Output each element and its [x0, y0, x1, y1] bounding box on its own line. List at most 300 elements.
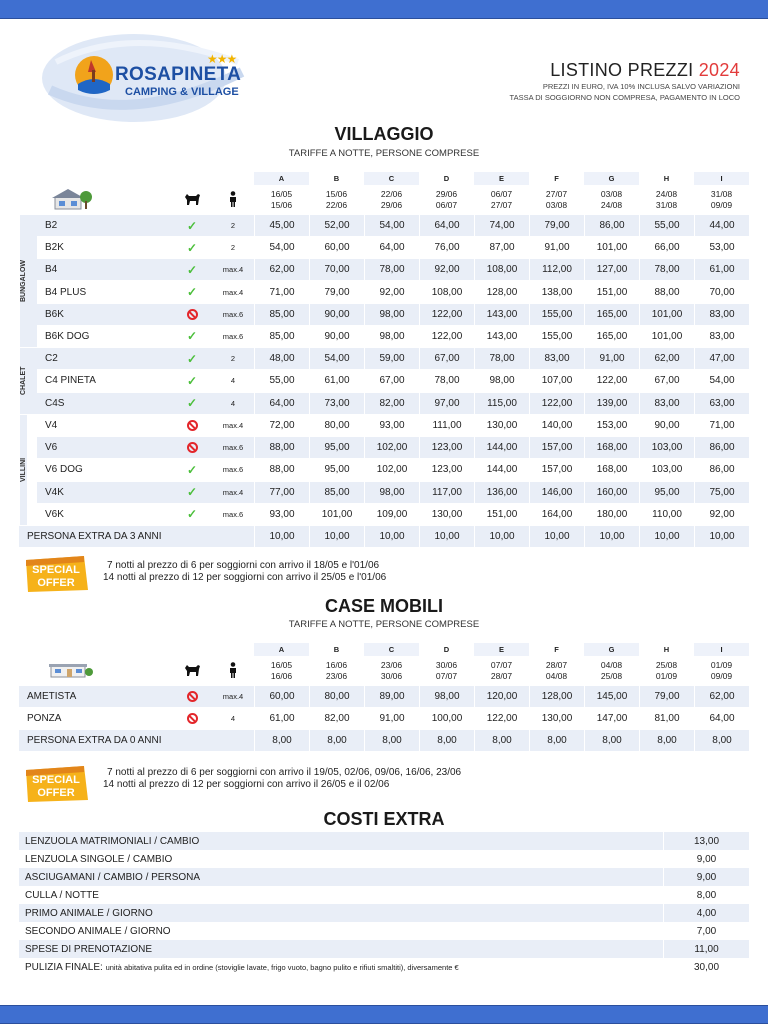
price-cell: 80,00 [309, 415, 364, 437]
price-cell: 98,00 [364, 304, 419, 326]
period-end: 28/07 [490, 671, 513, 681]
price-cell: 145,00 [584, 686, 639, 708]
price-cell: 83,00 [639, 393, 694, 415]
check-icon: ✓ [186, 262, 198, 277]
price-cell: 128,00 [474, 281, 529, 303]
bottom-band [0, 1005, 768, 1024]
price-cell: 8,00 [309, 730, 364, 752]
column-header-e: E [474, 172, 529, 185]
price-cell: 48,00 [254, 348, 309, 370]
unit-name: PONZA [19, 708, 172, 730]
column-header-e: E [474, 643, 529, 656]
extra-cost-label: LENZUOLA SINGOLE / CAMBIO [25, 853, 173, 865]
price-cell: 90,00 [309, 304, 364, 326]
costi-extra-title: COSTI EXTRA [323, 809, 445, 829]
price-cell: 67,00 [639, 370, 694, 392]
price-cell: 122,00 [419, 326, 474, 348]
villaggio-table [19, 172, 749, 548]
price-cell: 91,00 [364, 708, 419, 730]
period-start: 24/08 [655, 189, 678, 199]
column-header-d: D [419, 643, 474, 656]
table-row [19, 415, 749, 437]
period-start: 25/08 [655, 660, 678, 670]
price-cell: 86,00 [584, 215, 639, 237]
column-header-i: I [694, 643, 749, 656]
villaggio-offer [103, 560, 386, 584]
extra-cost-label: ASCIUGAMANI / CAMBIO / PERSONA [19, 868, 663, 886]
case-offer-line-1: 7 notti al prezzo di 6 per soggiorni con arrivo il 19/05, 02/06, 09/06, 16/06, 23/06 [107, 767, 462, 778]
price-cell: 61,00 [254, 708, 309, 730]
unit-name: V4K [37, 482, 172, 504]
price-cell: 91,00 [529, 237, 584, 259]
brand-name: ROSAPINETA [115, 64, 242, 85]
price-cell: 93,00 [254, 504, 309, 526]
price-cell: 86,00 [694, 437, 749, 459]
price-cell: 64,00 [419, 215, 474, 237]
price-cell: 85,00 [254, 304, 309, 326]
column-header-a: A [254, 643, 309, 656]
period-start: 30/06 [435, 660, 458, 670]
price-cell: 85,00 [254, 326, 309, 348]
price-cell: 103,00 [639, 437, 694, 459]
price-cell: 76,00 [419, 237, 474, 259]
price-cell: 61,00 [694, 259, 749, 281]
price-cell: 64,00 [254, 393, 309, 415]
price-cell: 64,00 [364, 237, 419, 259]
person-icon [228, 670, 238, 681]
price-cell: 120,00 [474, 686, 529, 708]
price-cell: 100,00 [419, 708, 474, 730]
price-cell: 123,00 [419, 459, 474, 481]
price-cell: 130,00 [474, 415, 529, 437]
column-header-h: H [639, 643, 694, 656]
villaggio-offer-line-1: 7 notti al prezzo di 6 per soggiorni con arrivo il 18/05 e l'01/06 [107, 560, 380, 571]
price-cell: 10,00 [419, 526, 474, 548]
price-cell: 86,00 [694, 459, 749, 481]
table-row [19, 281, 749, 303]
column-header-c: C [364, 172, 419, 185]
price-cell: 82,00 [309, 708, 364, 730]
price-cell: 110,00 [639, 504, 694, 526]
period-end: 31/08 [655, 200, 678, 210]
table-row [19, 708, 749, 730]
extra-person-row [19, 730, 749, 752]
price-cell: 91,00 [584, 348, 639, 370]
price-cell: 77,00 [254, 482, 309, 504]
price-cell: 92,00 [694, 504, 749, 526]
extra-cost-value: 11,00 [663, 940, 749, 958]
price-cell: 98,00 [419, 686, 474, 708]
unit-name: B6K [37, 304, 172, 326]
group-label: CHALET [19, 348, 27, 414]
max-persons: max.6 [212, 459, 254, 481]
price-cell: 54,00 [364, 215, 419, 237]
group-label: VILLINI [19, 415, 27, 525]
column-header-g: G [584, 643, 639, 656]
price-cell: 98,00 [364, 482, 419, 504]
price-cell: 55,00 [639, 215, 694, 237]
price-cell: 10,00 [364, 526, 419, 548]
villaggio-subtitle: TARIFFE A NOTTE, PERSONE COMPRESE [288, 148, 480, 159]
price-cell: 157,00 [529, 459, 584, 481]
period-start: 29/06 [435, 189, 458, 199]
price-cell: 45,00 [254, 215, 309, 237]
price-cell: 122,00 [529, 393, 584, 415]
price-cell: 10,00 [309, 526, 364, 548]
max-persons: max.6 [212, 326, 254, 348]
period-dates [694, 656, 749, 686]
period-dates [364, 656, 419, 686]
column-header-a: A [254, 172, 309, 185]
extra-cost-row [19, 868, 749, 886]
page-title: LISTINO PREZZI 2024 [550, 60, 740, 80]
price-cell: 70,00 [694, 281, 749, 303]
case-mobili-subtitle: TARIFFE A NOTTE, PERSONE COMPRESE [288, 619, 480, 630]
mobile-home-icon [47, 674, 93, 685]
check-icon: ✓ [186, 396, 198, 411]
price-cell: 103,00 [639, 459, 694, 481]
extra-cost-label: PULIZIA FINALE: unità abitativa pulita ed in ordine (stoviglie lavate, frigo vuoto, bagno pulito e rifiuti smaltiti), diversamente € [25, 961, 459, 973]
price-cell: 52,00 [309, 215, 364, 237]
period-dates [529, 656, 584, 686]
price-cell: 10,00 [584, 526, 639, 548]
period-start: 01/09 [710, 660, 733, 670]
price-cell: 97,00 [419, 393, 474, 415]
price-cell: 53,00 [694, 237, 749, 259]
price-cell: 72,00 [254, 415, 309, 437]
price-cell: 82,00 [364, 393, 419, 415]
period-end: 16/06 [270, 671, 293, 681]
unit-name: B2K [37, 237, 172, 259]
price-cell: 93,00 [364, 415, 419, 437]
group-label: BUNGALOW [19, 215, 27, 347]
price-cell: 63,00 [694, 393, 749, 415]
price-cell: 89,00 [364, 686, 419, 708]
extra-cost-row [19, 850, 749, 868]
no-pets-icon [187, 309, 198, 320]
price-cell: 8,00 [584, 730, 639, 752]
price-cell: 164,00 [529, 504, 584, 526]
max-persons: max.4 [212, 281, 254, 303]
header-note-1: PREZZI IN EURO, IVA 10% INCLUSA SALVO VARIAZIONI [542, 82, 740, 91]
max-persons: 2 [212, 348, 254, 370]
price-cell: 10,00 [639, 526, 694, 548]
page-year: 2024 [698, 60, 740, 80]
header [510, 60, 740, 103]
price-cell: 108,00 [474, 259, 529, 281]
table-row [19, 393, 749, 415]
period-dates [419, 185, 474, 215]
price-cell: 8,00 [529, 730, 584, 752]
price-cell: 98,00 [364, 326, 419, 348]
dog-icon [183, 669, 201, 680]
extra-cost-row [19, 940, 749, 958]
top-band [0, 0, 768, 19]
check-icon: ✓ [186, 351, 198, 366]
price-cell: 127,00 [584, 259, 639, 281]
price-cell: 155,00 [529, 326, 584, 348]
unit-name: V6 DOG [37, 459, 172, 481]
villaggio-title: VILLAGGIO [334, 124, 434, 144]
price-cell: 70,00 [309, 259, 364, 281]
price-cell: 122,00 [584, 370, 639, 392]
check-icon: ✓ [186, 462, 198, 477]
price-cell: 151,00 [474, 504, 529, 526]
unit-name: V6K [37, 504, 172, 526]
period-start: 23/06 [380, 660, 403, 670]
price-cell: 8,00 [639, 730, 694, 752]
column-header-f: F [529, 172, 584, 185]
svg-text:OFFER: OFFER [37, 787, 75, 799]
period-dates [639, 656, 694, 686]
price-cell: 67,00 [364, 370, 419, 392]
period-dates [474, 185, 529, 215]
special-offer-badge-2 [24, 766, 88, 802]
price-cell: 62,00 [694, 686, 749, 708]
max-persons: max.6 [212, 504, 254, 526]
price-cell: 8,00 [364, 730, 419, 752]
column-header-b: B [309, 172, 364, 185]
price-cell: 165,00 [584, 304, 639, 326]
check-icon: ✓ [186, 218, 198, 233]
price-cell: 102,00 [364, 437, 419, 459]
svg-text:OFFER: OFFER [37, 577, 75, 589]
price-cell: 109,00 [364, 504, 419, 526]
unit-name: V6 [37, 437, 172, 459]
extra-cost-value: 4,00 [663, 904, 749, 922]
extra-person-label: PERSONA EXTRA DA 3 ANNI [19, 526, 254, 548]
price-cell: 92,00 [364, 281, 419, 303]
extra-cost-label: PRIMO ANIMALE / GIORNO [19, 904, 663, 922]
extra-cost-value: 7,00 [663, 922, 749, 940]
max-persons: 4 [212, 393, 254, 415]
bungalow-icon [47, 203, 93, 214]
price-cell: 157,00 [529, 437, 584, 459]
period-end: 27/07 [490, 200, 513, 210]
period-dates [639, 185, 694, 215]
unit-name: B4 PLUS [37, 281, 172, 303]
table-row [19, 370, 749, 392]
period-end: 30/06 [380, 671, 403, 681]
price-cell: 59,00 [364, 348, 419, 370]
price-cell: 151,00 [584, 281, 639, 303]
extra-cost-row [19, 922, 749, 940]
max-persons: max.4 [212, 482, 254, 504]
period-dates [584, 656, 639, 686]
price-cell: 88,00 [254, 459, 309, 481]
price-cell: 168,00 [584, 459, 639, 481]
unit-name: AMETISTA [19, 686, 172, 708]
extra-cost-row [19, 832, 749, 850]
no-pets-icon [187, 713, 198, 724]
price-cell: 80,00 [309, 686, 364, 708]
max-persons: 4 [212, 370, 254, 392]
column-header-b: B [309, 643, 364, 656]
table-row [19, 437, 749, 459]
price-cell: 83,00 [529, 348, 584, 370]
brand-stars: ★★★ [207, 52, 237, 66]
case-mobili-table [19, 643, 749, 752]
table-row [19, 215, 749, 237]
price-cell: 83,00 [694, 326, 749, 348]
period-start: 16/05 [270, 660, 293, 670]
table-row [19, 304, 749, 326]
period-end: 06/07 [435, 200, 458, 210]
price-cell: 136,00 [474, 482, 529, 504]
price-cell: 128,00 [529, 686, 584, 708]
price-cell: 107,00 [529, 370, 584, 392]
price-cell: 78,00 [364, 259, 419, 281]
price-cell: 75,00 [694, 482, 749, 504]
price-cell: 87,00 [474, 237, 529, 259]
column-header-i: I [694, 172, 749, 185]
extra-person-row [19, 526, 749, 548]
unit-name: C4 PINETA [37, 370, 172, 392]
period-end: 23/06 [325, 671, 348, 681]
price-cell: 153,00 [584, 415, 639, 437]
price-cell: 10,00 [694, 526, 749, 548]
price-cell: 92,00 [419, 259, 474, 281]
period-start: 15/06 [325, 189, 348, 199]
price-cell: 88,00 [639, 281, 694, 303]
costi-extra-table [19, 832, 749, 976]
period-dates [364, 185, 419, 215]
price-cell: 102,00 [364, 459, 419, 481]
price-cell: 138,00 [529, 281, 584, 303]
price-cell: 78,00 [474, 348, 529, 370]
price-cell: 44,00 [694, 215, 749, 237]
max-persons: max.4 [212, 686, 254, 708]
price-cell: 8,00 [419, 730, 474, 752]
period-end: 07/07 [435, 671, 458, 681]
price-cell: 71,00 [254, 281, 309, 303]
unit-name: C2 [37, 348, 172, 370]
price-cell: 95,00 [309, 437, 364, 459]
case-offer-line-2: 14 notti al prezzo di 12 per soggiorni con arrivo il 26/05 e il 02/06 [103, 779, 390, 790]
price-cell: 155,00 [529, 304, 584, 326]
price-cell: 90,00 [639, 415, 694, 437]
period-start: 27/07 [545, 189, 568, 199]
price-cell: 123,00 [419, 437, 474, 459]
price-cell: 61,00 [309, 370, 364, 392]
period-end: 03/08 [545, 200, 568, 210]
period-dates [419, 656, 474, 686]
price-cell: 101,00 [309, 504, 364, 526]
price-cell: 66,00 [639, 237, 694, 259]
price-cell: 168,00 [584, 437, 639, 459]
max-persons: max.6 [212, 437, 254, 459]
price-cell: 165,00 [584, 326, 639, 348]
price-cell: 71,00 [694, 415, 749, 437]
period-end: 15/06 [270, 200, 293, 210]
price-cell: 101,00 [639, 304, 694, 326]
price-cell: 10,00 [254, 526, 309, 548]
price-cell: 144,00 [474, 437, 529, 459]
unit-name: B2 [37, 215, 172, 237]
price-cell: 83,00 [694, 304, 749, 326]
period-start: 31/08 [710, 189, 733, 199]
price-cell: 122,00 [419, 304, 474, 326]
price-cell: 130,00 [529, 708, 584, 730]
period-start: 04/08 [600, 660, 623, 670]
price-cell: 54,00 [694, 370, 749, 392]
price-cell: 10,00 [529, 526, 584, 548]
price-cell: 54,00 [254, 237, 309, 259]
no-pets-icon [187, 420, 198, 431]
table-row [19, 237, 749, 259]
check-icon: ✓ [186, 373, 198, 388]
period-start: 07/07 [490, 660, 513, 670]
period-end: 01/09 [655, 671, 678, 681]
price-cell: 122,00 [474, 708, 529, 730]
price-cell: 139,00 [584, 393, 639, 415]
period-start: 22/06 [380, 189, 403, 199]
unit-name: B6K DOG [37, 326, 172, 348]
period-start: 16/06 [325, 660, 348, 670]
price-cell: 130,00 [419, 504, 474, 526]
price-cell: 79,00 [529, 215, 584, 237]
price-cell: 60,00 [254, 686, 309, 708]
table-row [19, 326, 749, 348]
period-dates [309, 185, 364, 215]
max-persons: 2 [212, 237, 254, 259]
price-cell: 67,00 [419, 348, 474, 370]
special-offer-badge [24, 556, 88, 592]
price-cell: 8,00 [474, 730, 529, 752]
price-cell: 62,00 [254, 259, 309, 281]
period-start: 06/07 [490, 189, 513, 199]
extra-person-label: PERSONA EXTRA DA 0 ANNI [19, 730, 254, 752]
check-icon: ✓ [186, 485, 198, 500]
period-start: 28/07 [545, 660, 568, 670]
price-cell: 78,00 [419, 370, 474, 392]
price-cell: 10,00 [474, 526, 529, 548]
price-cell: 143,00 [474, 326, 529, 348]
period-end: 09/09 [710, 200, 733, 210]
period-start: 16/05 [270, 189, 293, 199]
price-cell: 146,00 [529, 482, 584, 504]
period-dates [309, 656, 364, 686]
price-cell: 90,00 [309, 326, 364, 348]
price-cell: 144,00 [474, 459, 529, 481]
table-row [19, 482, 749, 504]
max-persons: max.4 [212, 259, 254, 281]
price-cell: 62,00 [639, 348, 694, 370]
extra-cost-value: 30,00 [663, 958, 749, 976]
price-cell: 115,00 [474, 393, 529, 415]
price-cell: 147,00 [584, 708, 639, 730]
max-persons: 4 [212, 708, 254, 730]
case-mobili-title: CASE MOBILI [324, 596, 443, 616]
period-dates [474, 656, 529, 686]
table-row [19, 686, 749, 708]
price-cell: 47,00 [694, 348, 749, 370]
column-header-d: D [419, 172, 474, 185]
extra-cost-value: 8,00 [663, 886, 749, 904]
price-cell: 79,00 [639, 686, 694, 708]
price-cell: 143,00 [474, 304, 529, 326]
extra-cost-value: 9,00 [663, 850, 749, 868]
price-cell: 98,00 [474, 370, 529, 392]
table-row [19, 504, 749, 526]
unit-name: V4 [37, 415, 172, 437]
period-end: 22/06 [325, 200, 348, 210]
price-cell: 60,00 [309, 237, 364, 259]
period-dates [584, 185, 639, 215]
period-end: 29/06 [380, 200, 403, 210]
brand-subtitle: CAMPING & VILLAGE [125, 86, 239, 98]
max-persons: max.6 [212, 304, 254, 326]
